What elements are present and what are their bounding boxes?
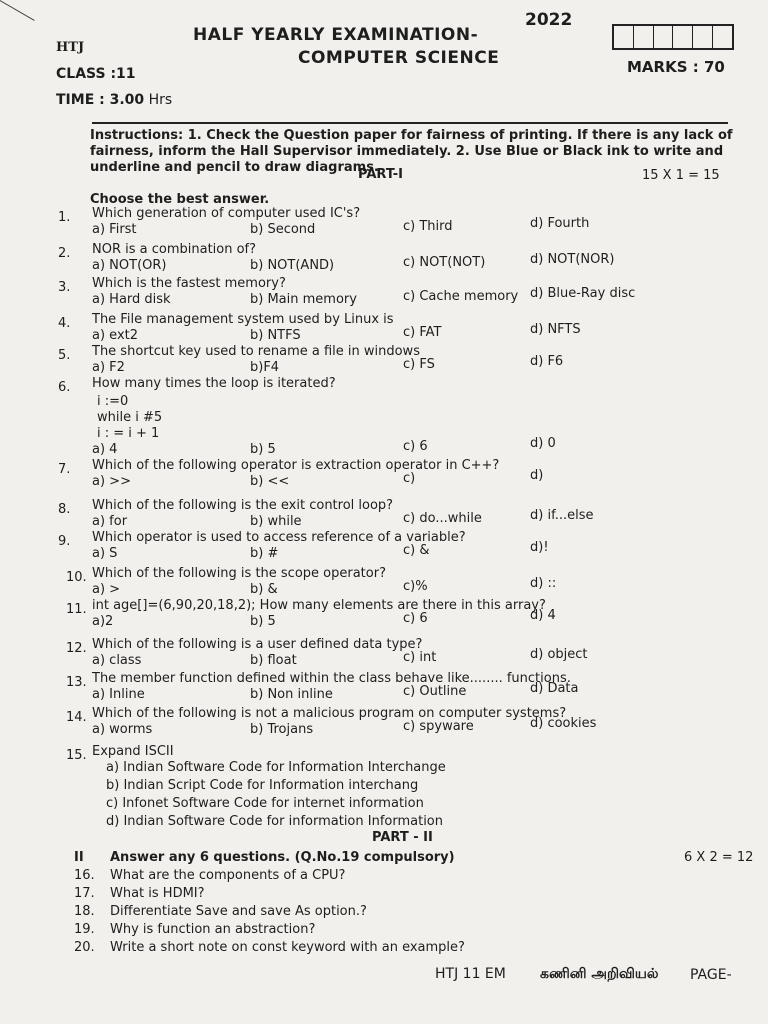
part1-title: PART-I (358, 167, 404, 182)
part2-heading: Answer any 6 questions. (Q.No.19 compulsory) (110, 850, 455, 865)
option-b: b) NOT(AND) (250, 258, 335, 273)
footer-page: PAGE- (690, 967, 732, 983)
instructions: Instructions: 1. Check the Question paper for fairness of printing. If there is any lack of fairness, inform the Hall Supervisor immediately. 2. Use Blue or Black ink to write and underline and pencil to draw diagrams. (90, 128, 733, 175)
option-d: d) NFTS (530, 322, 581, 337)
option-c: c) FS (403, 357, 435, 372)
question-text: How many times the loop is iterated? (92, 376, 336, 391)
question-number: 19. (74, 922, 95, 937)
option-d: d) Indian Software Code for information Information (106, 814, 444, 829)
option-a: a) Indian Software Code for Information Interchange (106, 760, 446, 775)
option-b: b) Indian Script Code for Information interchang (106, 778, 419, 793)
question-number: 5. (58, 348, 71, 363)
option-d: d) cookies (530, 716, 597, 731)
option-a: a) worms (92, 722, 153, 737)
question-text: The shortcut key used to rename a file in windows (92, 344, 420, 359)
option-a: a) Hard disk (92, 292, 171, 307)
question-number: 15. (66, 748, 87, 763)
marks-label: MARKS : 70 (627, 58, 725, 76)
option-b: b)F4 (250, 360, 280, 375)
question-text: The member function defined within the class behave like........ functions. (92, 671, 571, 686)
question-number: 12. (66, 641, 87, 656)
option-c: c) spyware (403, 719, 474, 734)
option-b: b) float (250, 653, 297, 668)
option-b: b) << (250, 474, 290, 489)
option-c: c) Third (403, 219, 453, 234)
option-b: b) Main memory (250, 292, 357, 307)
option-a: a) ext2 (92, 328, 139, 343)
option-a: a) > (92, 582, 121, 597)
part2-roman: II (74, 850, 84, 865)
question-number: 16. (74, 868, 95, 883)
code-line: i : = i + 1 (97, 426, 160, 441)
exam-title: HALF YEARLY EXAMINATION- (193, 25, 479, 45)
option-c: c) FAT (403, 325, 442, 340)
question-text: Expand ISCII (92, 744, 174, 759)
option-c: c) Outline (403, 684, 467, 699)
option-d: d) Fourth (530, 216, 590, 231)
question-text: Which of the following is the exit control loop? (92, 498, 394, 513)
question-number: 17. (74, 886, 95, 901)
question-text: Write a short note on const keyword with an example? (110, 940, 465, 955)
register-number-boxes (612, 24, 734, 50)
question-text: Differentiate Save and save As option.? (110, 904, 367, 919)
question-number: 14. (66, 710, 87, 725)
option-b: b) Second (250, 222, 316, 237)
option-c: c) Infonet Software Code for internet information (106, 796, 424, 811)
question-text: What are the components of a CPU? (110, 868, 346, 883)
part2-marks: 6 X 2 = 12 (684, 850, 754, 865)
time-unit: Hrs (148, 92, 173, 108)
option-d: d) :: (530, 576, 557, 591)
footer-code: HTJ 11 EM (435, 966, 506, 982)
option-d: d) 0 (530, 436, 556, 451)
option-c: c) & (403, 543, 430, 558)
question-text: int age[]=(6,90,20,18,2); How many elements are there in this array? (92, 598, 546, 613)
option-a: a) Inline (92, 687, 145, 702)
option-c: c) do...while (403, 511, 482, 526)
footer-tamil: கணினி அறிவியல் (540, 966, 659, 982)
option-c: c) int (403, 650, 437, 665)
option-a: a) 4 (92, 442, 118, 457)
part1-heading: Choose the best answer. (90, 192, 270, 207)
question-number: 3. (58, 280, 71, 295)
question-number: 4. (58, 316, 71, 331)
question-text: Which of the following is the scope operator? (92, 566, 386, 581)
question-number: 10. (66, 570, 87, 585)
code-line: i :=0 (97, 394, 129, 409)
question-text: Which operator is used to access reference of a variable? (92, 530, 466, 545)
option-d: d) Data (530, 681, 579, 696)
option-a: a) First (92, 222, 137, 237)
time-label (56, 92, 172, 108)
option-d: d)! (530, 540, 549, 555)
option-b: b) Trojans (250, 722, 314, 737)
option-c: c) 6 (403, 611, 428, 626)
option-d: d) NOT(NOR) (530, 252, 615, 267)
option-c: c)% (403, 579, 428, 594)
question-number: 18. (74, 904, 95, 919)
option-d: d) object (530, 647, 588, 662)
part1-marks: 15 X 1 = 15 (642, 168, 720, 183)
option-c: c) (403, 471, 416, 486)
question-text: What is HDMI? (110, 886, 205, 901)
option-a: a) F2 (92, 360, 125, 375)
exam-year: 2022 (525, 10, 573, 30)
code-line: while i #5 (97, 410, 163, 425)
option-b: b) Non inline (250, 687, 333, 702)
question-number: 2. (58, 246, 71, 261)
question-number: 1. (58, 210, 71, 225)
option-c: c) NOT(NOT) (403, 255, 486, 270)
option-c: c) Cache memory (403, 289, 519, 304)
part2-title: PART - II (372, 830, 433, 845)
question-number: 20. (74, 940, 95, 955)
option-b: b) while (250, 514, 302, 529)
question-number: 9. (58, 534, 71, 549)
option-a: a) >> (92, 474, 131, 489)
question-text: The File management system used by Linux is (92, 312, 394, 327)
option-a: a) for (92, 514, 128, 529)
option-d: d) (530, 468, 544, 483)
option-a: a) S (92, 546, 118, 561)
paper-code: HTJ (56, 40, 85, 55)
option-b: b) # (250, 546, 279, 561)
question-text: Which of the following is not a malicious program on computer systems? (92, 706, 567, 721)
question-text: Which is the fastest memory? (92, 276, 286, 291)
option-d: d) if...else (530, 508, 594, 523)
question-text: Which generation of computer used IC's? (92, 206, 361, 221)
option-a: a) NOT(OR) (92, 258, 167, 273)
option-d: d) Blue-Ray disc (530, 286, 636, 301)
corner-mark (0, 0, 35, 22)
divider (92, 122, 728, 124)
question-number: 13. (66, 675, 87, 690)
option-b: b) NTFS (250, 328, 301, 343)
question-number: 8. (58, 502, 71, 517)
question-text: NOR is a combination of? (92, 242, 257, 257)
option-d: d) F6 (530, 354, 564, 369)
option-b: b) & (250, 582, 278, 597)
option-b: b) 5 (250, 442, 276, 457)
question-text: Which of the following operator is extraction operator in C++? (92, 458, 500, 473)
class-label: CLASS :11 (56, 66, 136, 82)
option-a: a) class (92, 653, 142, 668)
option-c: c) 6 (403, 439, 428, 454)
time-value: TIME : 3.00 (56, 92, 145, 108)
question-number: 11. (66, 602, 87, 617)
option-a: a)2 (92, 614, 114, 629)
option-d: d) 4 (530, 608, 556, 623)
subject-title: COMPUTER SCIENCE (298, 48, 500, 68)
question-text: Why is function an abstraction? (110, 922, 316, 937)
question-number: 7. (58, 462, 71, 477)
option-b: b) 5 (250, 614, 276, 629)
question-number: 6. (58, 380, 71, 395)
question-text: Which of the following is a user defined data type? (92, 637, 423, 652)
